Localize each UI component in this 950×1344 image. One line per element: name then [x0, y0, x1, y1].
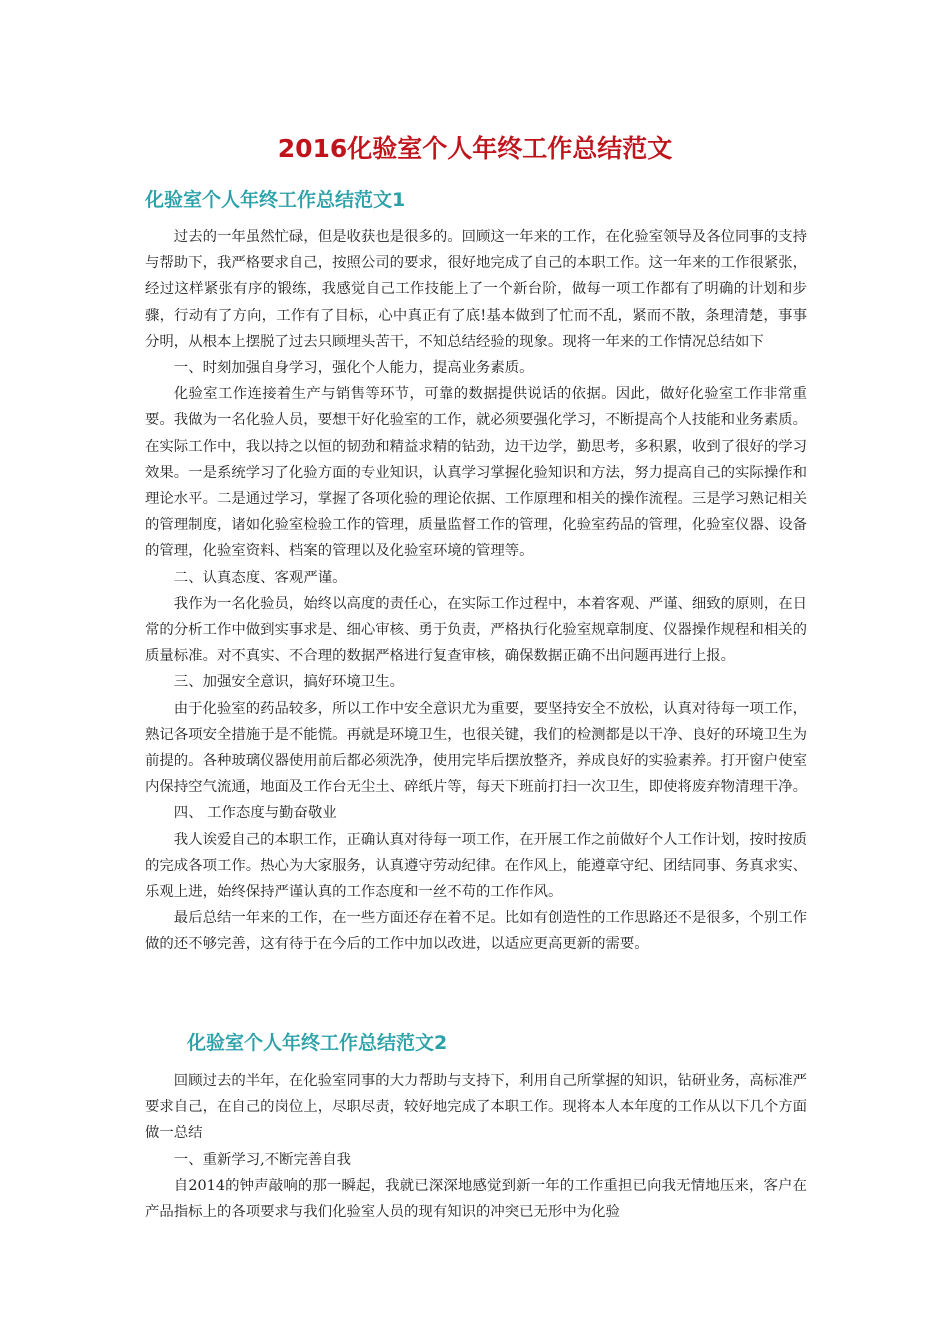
paragraph: 一、时刻加强自身学习，强化个人能力，提高业务素质。 [173, 360, 534, 377]
paragraph: 我作为一名化验员，始终以高度的责任心，在实际工作过程中，本着客观、严谨、细致的原则，在日常的分析工作中做到实事求是、细心审核、勇于负责，严格执行化验室规章制度、仪器操作规程和相关的质量标准。对不真实、不合理的数据严格进行复查审核，确保数据正确不出问题再进行上报。 [145, 595, 807, 665]
paragraph: 自2014的钟声敲响的那一瞬起，我就已深深地感觉到新一年的工作重担已向我无情地压来，客户在产品指标上的各项要求与我们化验室人员的现有知识的冲突已无形中为化验 [145, 1177, 807, 1221]
section-1-body [145, 224, 807, 958]
paragraph: 最后总结一年来的工作，在一些方面还存在着不足。比如有创造性的工作思路还不是很多，个别工作做的还不够完善，这有待于在今后的工作中加以改进，以适应更高更新的需要。 [145, 910, 807, 953]
paragraph: 三、加强安全意识，搞好环境卫生。 [173, 674, 405, 691]
section-heading-1: 化验室个人年终工作总结范文1 [145, 189, 406, 211]
paragraph: 二、认真态度、客观严谨。 [173, 569, 347, 586]
paragraph: 过去的一年虽然忙碌，但是收获也是很多的。回顾这一年来的工作，在化验室领导及各位同事的支持与帮助下，我严格要求自己，按照公司的要求，很好地完成了自己的本职工作。这一年来的工作很紧张，经过这样紧张有序的锻练，我感觉自己工作技能上了一个新台阶，做每一项工作都有了明确的计划和步骤，行动有了方向，工作有了目标，心中真正有了底!基本做到了忙而不乱，紧而不散，条理清楚，事事分明，从根本上摆脱了过去只顾埋头苦干，不知总结经验的现象。现将一年来的工作情况总结如下 [145, 229, 807, 350]
section-2-body [145, 1068, 807, 1225]
paragraph: 我人诶爱自己的本职工作，正确认真对待每一项工作，在开展工作之前做好个人工作计划，按时按质的完成各项工作。热心为大家服务，认真遵守劳动纪律。在作风上，能遵章守纪、团结同事、务真求实、乐观上进，始终保持严谨认真的工作态度和一丝不苟的工作作风。 [145, 831, 807, 901]
document-title: 2016化验室个人年终工作总结范文 [277, 134, 673, 163]
paragraph: 回顾过去的半年，在化验室同事的大力帮助与支持下，利用自己所掌握的知识，钻研业务，高标准严要求自己，在自己的岗位上，尽职尽责，较好地完成了本职工作。现将本人本年度的工作从以下几个方面做一总结 [145, 1073, 807, 1142]
paragraph: 一、重新学习,不断完善自我 [173, 1151, 352, 1168]
paragraph: 化验室工作连接着生产与销售等环节，可靠的数据提供说话的依据。因此，做好化验室工作非常重要。我做为一名化验人员，要想干好化验室的工作，就必须要强化学习，不断提高个人技能和业务素质。在实际工作中，我以持之以恒的韧劲和精益求精的钻劲，边干边学，勤思考，多积累，收到了很好的学习效果。一是系统学习了化验方面的专业知识，认真学习掌握化验知识和方法，努力提高自己的实际操作和理论水平。二是通过学习，掌握了各项化验的理论依据、工作原理和相关的操作流程。三是学习熟记相关的管理制度，诸如化验室检验工作的管理，质量监督工作的管理，化验室药品的管理，化验室仪器、设备的管理，化验室资料、档案的管理以及化验室环境的管理等。 [145, 386, 807, 560]
section-heading-2: 化验室个人年终工作总结范文2 [187, 1032, 448, 1054]
paragraph: 由于化验室的药品较多，所以工作中安全意识尤为重要，要坚持安全不放松，认真对待每一项工作，熟记各项安全措施于是不能慌。再就是环境卫生，也很关键，我们的检测都是以干净、良好的环境卫生为前提的。各种玻璃仪器使用前后都必须洗净，使用完毕后摆放整齐，养成良好的实验素养。打开窗户使室内保持空气流通，地面及工作台无尘土、碎纸片等，每天下班前打扫一次卫生，即使将废弃物清理干净。 [145, 700, 807, 796]
paragraph: 四、 工作态度与勤奋敬业 [173, 805, 337, 822]
